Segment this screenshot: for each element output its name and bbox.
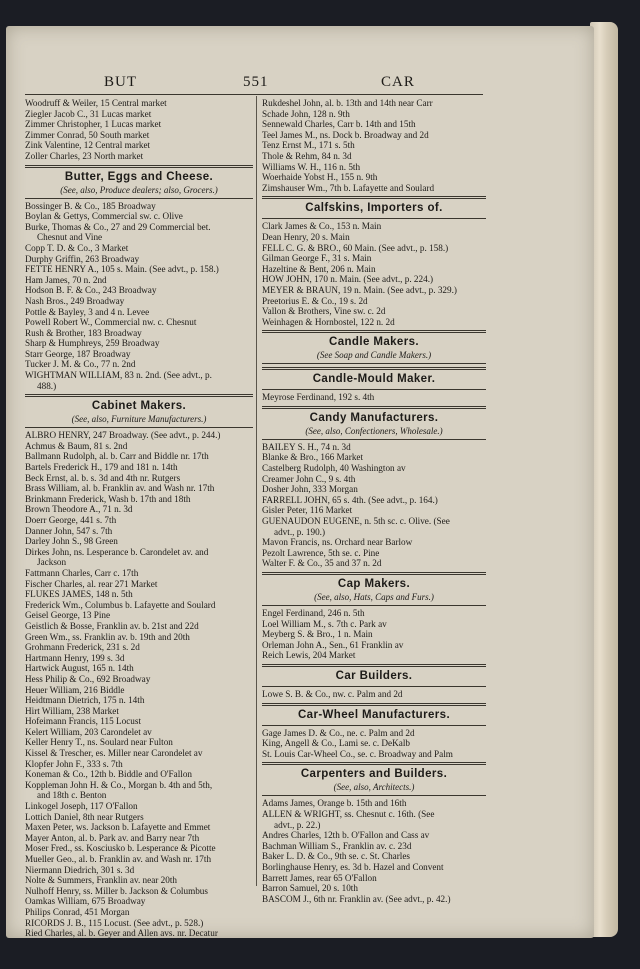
listing-entry: Zink Valentine, 12 Central market xyxy=(25,140,151,151)
header-right-guide-word: CAR xyxy=(381,74,415,90)
left-column xyxy=(25,98,253,938)
section-rule xyxy=(262,406,486,409)
listing-entry: Niermann Diedrich, 301 s. 3d xyxy=(25,864,135,875)
listing-entry: Tucker J. M. & Co., 77 n. 2nd xyxy=(25,359,136,370)
page-number: 551 xyxy=(243,74,269,90)
section-rule xyxy=(262,330,486,333)
section-heading: Car Builders. xyxy=(335,669,413,682)
listing-entry: advt., p. 22.) xyxy=(274,819,321,830)
column-divider xyxy=(256,96,257,886)
section-underline xyxy=(25,427,253,428)
listing-entry: advt., p. 190.) xyxy=(274,526,326,537)
listing-entry: Kissel & Trescher, es. Miller near Carondelet av xyxy=(25,748,203,759)
listing-entry: Ham James, 70 n. 2nd xyxy=(25,274,107,285)
listing-entry: Meyrose Ferdinand, 192 s. 4th xyxy=(262,392,375,403)
listing-entry: Bartels Frederick H., 179 and 181 n. 14th xyxy=(25,462,178,473)
listing-entry: Starr George, 187 Broadway xyxy=(25,348,131,359)
listing-entry: Darley John S., 98 Green xyxy=(25,536,118,547)
section-underline xyxy=(262,218,486,219)
listing-entry: Creamer John C., 9 s. 4th xyxy=(262,473,356,484)
listing-entry: Frederick Wm., Columbus b. Lafayette and Soulard xyxy=(25,599,216,610)
listing-entry: Heidtmann Dietrich, 175 n. 14th xyxy=(25,695,145,706)
listing-entry: Ziegler Jacob C., 31 Lucas market xyxy=(25,108,152,119)
listing-entry: FLUKES JAMES, 148 n. 5th xyxy=(25,589,133,600)
section-rule xyxy=(25,165,253,168)
listing-entry: Sharp & Humphreys, 259 Broadway xyxy=(25,338,160,349)
listing-entry: and 18th c. Benton xyxy=(37,790,107,801)
listing-entry: Preetorius E. & Co., 19 s. 2d xyxy=(262,295,368,306)
listing-entry: FELL C. G. & BRO., 60 Main. (See advt., p. 158.) xyxy=(262,242,449,253)
listing-entry: Boylan & Gettys, Commercial sw. c. Olive xyxy=(25,211,183,222)
listing-entry: Tenz Ernst M., 171 s. 5th xyxy=(262,140,355,151)
listing-entry: Orleman John A., Sen., 61 Franklin av xyxy=(262,639,404,650)
listing-entry: Vallon & Brothers, Vine sw. c. 2d xyxy=(262,306,386,317)
listing-entry: Zimmer Christopher, 1 Lucas market xyxy=(25,119,162,130)
listing-entry: Doerr George, 441 s. 7th xyxy=(25,515,117,525)
listing-entry: Barron Samuel, 20 s. 10th xyxy=(262,883,358,894)
listing-entry: Reich Lewis, 204 Market xyxy=(262,650,356,661)
section-heading: Butter, Eggs and Cheese. xyxy=(64,170,214,183)
listing-entry: Oamkas William, 675 Broadway xyxy=(25,896,146,907)
header-rule xyxy=(25,94,483,95)
listing-entry: BAILEY S. H., 74 n. 3d xyxy=(262,441,351,452)
listing-entry: BASCOM J., 6th nr. Franklin av. (See advt., p. 42.) xyxy=(262,893,451,904)
listing-entry: Clark James & Co., 153 n. Main xyxy=(262,221,382,232)
section-cross-reference: (See, also, Furniture Manufacturers.) xyxy=(71,414,207,425)
listing-entry: Zimshauser Wm., 7th b. Lafayette and Soulard xyxy=(262,182,435,193)
listing-entry: Weinhagen & Hornbostel, 122 n. 2d xyxy=(262,316,395,327)
listing-entry: Koneman & Co., 12th b. Biddle and O'Fallon xyxy=(25,769,193,780)
listing-entry: Engel Ferdinand, 246 n. 5th xyxy=(262,608,365,618)
directory-page xyxy=(6,26,594,938)
listing-entry: FETTE HENRY A., 105 s. Main. (See advt., p. 158.) xyxy=(25,264,219,275)
listing-entry: Ballmann Rudolph, al. b. Carr and Biddle nr. 17th xyxy=(25,451,209,462)
listing-entry: Burke, Thomas & Co., 27 and 29 Commercial bet. xyxy=(25,221,211,232)
section-rule xyxy=(25,394,253,397)
listing-entry: Bachman William S., Franklin av. c. 23d xyxy=(262,840,412,851)
section-cross-reference: (See Soap and Candle Makers.) xyxy=(316,350,432,361)
listing-entry: Woerhaide Yobst H., 155 n. 9th xyxy=(262,172,378,183)
listing-entry: Keller Henry T., ns. Soulard near Fulton xyxy=(25,737,173,748)
listing-entry: Danner John, 547 s. 7th xyxy=(25,525,113,536)
listing-entry: Gilman George F., 31 s. Main xyxy=(262,253,372,264)
listing-entry: Moser Fred., ss. Kosciusko b. Lesperance & Picotte xyxy=(25,843,216,854)
listing-entry: King, Angell & Co., Lami se. c. DeKalb xyxy=(262,738,410,749)
listing-entry: Kelert William, 203 Carondelet av xyxy=(25,726,152,737)
listing-entry: Teel James M., ns. Dock b. Broadway and 2d xyxy=(262,129,429,140)
listing-entry: Castelberg Rudolph, 40 Washington av xyxy=(262,463,406,474)
section-underline xyxy=(262,363,486,364)
listing-entry: Hirt William, 238 Market xyxy=(25,705,119,716)
listing-entry: Barrett James, rear 65 O'Fallon xyxy=(262,872,377,883)
listing-entry: Woodruff & Weiler, 15 Central market xyxy=(25,98,167,108)
section-heading: Candle Makers. xyxy=(329,336,419,349)
listing-entry: St. Louis Car-Wheel Co., se. c. Broadway and Palm xyxy=(262,748,453,759)
listing-entry: Lottich Daniel, 8th near Rutgers xyxy=(25,811,144,822)
section-rule xyxy=(262,572,486,575)
listing-entry: MEYER & BRAUN, 19 n. Main. (See advt., p. 329.) xyxy=(262,284,457,295)
listing-entry: Mueller Geo., al. b. Franklin av. and Wash nr. 17th xyxy=(25,854,212,864)
listing-entry: Klopfer John F., 333 s. 7th xyxy=(25,758,123,769)
listing-entry: ALLEN & WRIGHT, ss. Chesnut c. 16th. (See xyxy=(262,808,435,819)
listing-entry: Maxen Peter, ws. Jackson b. Lafayette and Emmet xyxy=(25,822,211,833)
listing-entry: Brinkmann Frederick, Wash b. 17th and 18th xyxy=(25,493,191,504)
listing-entry: Fischer Charles, al. rear 271 Market xyxy=(25,578,158,589)
listing-entry: Rukdeshel John, al. b. 13th and 14th near Carr xyxy=(262,98,433,108)
listing-entry: Dirkes John, ns. Lesperance b. Carondelet av. and xyxy=(25,546,209,557)
listing-entry: Sennewald Charles, Carr b. 14th and 15th xyxy=(262,119,416,130)
listing-entry: Pezolt Lawrence, 5th se. c. Pine xyxy=(262,547,380,558)
listing-entry: Heuer William, 216 Biddle xyxy=(25,684,125,695)
listing-entry: Andres Charles, 12th b. O'Fallon and Cass av xyxy=(262,830,430,841)
section-heading: Carpenters and Builders. xyxy=(300,768,448,781)
section-heading: Cap Makers. xyxy=(337,578,411,590)
listing-entry: Geisel George, 13 Pine xyxy=(25,610,111,621)
listing-entry: Baker L. D. & Co., 9th se. c. St. Charles xyxy=(262,851,411,862)
header-left-guide-word: BUT xyxy=(104,74,137,90)
listing-entry: Grohmann Frederick, 231 s. 2d xyxy=(25,642,140,653)
section-cross-reference: (See, also, Produce dealers; also, Grocers.) xyxy=(60,184,218,195)
listing-entry: Beck Ernst, al. b. s. 3d and 4th nr. Rutgers xyxy=(25,472,181,483)
listing-entry: ALBRO HENRY, 247 Broadway. (See advt., p. 244.) xyxy=(25,430,221,441)
section-rule xyxy=(262,196,486,199)
section-cross-reference: (See, also, Architects.) xyxy=(333,782,415,793)
listing-entry: Green Wm., ss. Franklin av. b. 19th and 20th xyxy=(25,631,190,642)
listing-entry: Dean Henry, 20 s. Main xyxy=(262,231,350,242)
listing-entry: Hartmann Henry, 199 s. 3d xyxy=(25,652,125,663)
section-rule xyxy=(262,367,486,370)
section-rule xyxy=(262,664,486,667)
listing-entry: Rush & Brother, 183 Broadway xyxy=(25,327,142,338)
listing-entry: Dosher John, 333 Morgan xyxy=(262,484,358,495)
listing-entry: Lowe S. B. & Co., nw. c. Palm and 2d xyxy=(262,688,403,699)
section-underline xyxy=(262,795,486,796)
listing-entry: Nolte & Summers, Franklin av. near 20th xyxy=(25,875,177,886)
listing-entry: Mayer Anton, al. b. Park av. and Barry near 7th xyxy=(25,832,200,843)
listing-entry: Philips Conrad, 451 Morgan xyxy=(25,906,130,917)
listing-entry: Fattmann Charles, Carr c. 17th xyxy=(25,567,139,578)
listing-entry: Nash Bros., 249 Broadway xyxy=(25,295,125,306)
section-rule xyxy=(262,762,486,765)
listing-entry: Hazeltine & Bent, 206 n. Main xyxy=(262,263,376,274)
listing-entry: Ried Charles, al. b. Geyer and Allen avs. nr. Decatur xyxy=(25,928,218,938)
listing-entry: Geistlich & Bosse, Franklin av. b. 21st and 22d xyxy=(25,620,199,631)
listing-entry: FARRELL JOHN, 65 s. 4th. (See advt., p. 164.) xyxy=(262,494,438,505)
right-column xyxy=(262,98,486,904)
listing-entry: WIGHTMAN WILLIAM, 83 n. 2nd. (See advt., p. xyxy=(25,370,212,381)
listing-entry: Hofeimann Francis, 115 Locust xyxy=(25,716,142,727)
listing-entry: Gisler Peter, 116 Market xyxy=(262,505,353,516)
listing-entry: Zimmer Conrad, 50 South market xyxy=(25,129,150,140)
listing-entry: Chesnut and Vine xyxy=(37,232,103,243)
listing-entry: 488.) xyxy=(37,380,57,391)
listing-entry: Durphy Griffin, 263 Broadway xyxy=(25,253,140,264)
section-underline xyxy=(262,725,486,726)
section-underline xyxy=(262,439,486,440)
section-underline xyxy=(262,389,486,390)
listing-entry: Hartwick August, 165 n. 14th xyxy=(25,663,134,674)
listing-entry: HOW JOHN, 170 n. Main. (See advt., p. 224.) xyxy=(262,274,434,285)
listing-entry: Blanke & Bro., 166 Market xyxy=(262,452,364,463)
section-underline xyxy=(262,605,486,606)
section-heading: Cabinet Makers. xyxy=(91,400,187,413)
listing-entry: Hodson B. F. & Co., 243 Broadway xyxy=(25,285,157,296)
listing-entry: Brass William, al. b. Franklin av. and Wash nr. 17th xyxy=(25,483,215,494)
listing-entry: Williams W. H., 116 n. 5th xyxy=(262,161,361,172)
section-cross-reference: (See, also, Hats, Caps and Furs.) xyxy=(314,592,434,602)
section-underline xyxy=(25,198,253,199)
section-heading: Candle-Mould Maker. xyxy=(312,373,436,386)
listing-entry: Mavon Francis, ns. Orchard near Barlow xyxy=(262,537,413,548)
section-heading: Car-Wheel Manufacturers. xyxy=(297,708,451,721)
listing-entry: Borlinghause Henry, es. 3d b. Hazel and Convent xyxy=(262,861,444,872)
listing-entry: Loel William M., s. 7th c. Park av xyxy=(262,618,387,629)
listing-entry: Bossinger B. & Co., 185 Broadway xyxy=(25,200,156,211)
listing-entry: Adams James, Orange b. 15th and 16th xyxy=(262,798,407,809)
listing-entry: RICORDS J. B., 115 Locust. (See advt., p. 528.) xyxy=(25,917,204,928)
listing-entry: Brown Theodore A., 71 n. 3d xyxy=(25,504,133,515)
listing-entry: Powell Robert W., Commercial nw. c. Chesnut xyxy=(25,317,197,328)
listing-entry: Achmus & Baum, 81 s. 2nd xyxy=(25,440,128,451)
listing-entry: Pottle & Bayley, 3 and 4 n. Levee xyxy=(25,306,150,317)
listing-entry: Nulhoff Henry, ss. Miller b. Jackson & Columbus xyxy=(25,885,208,896)
listing-entry: Gage James D. & Co., ne. c. Palm and 2d xyxy=(262,727,415,738)
listing-entry: Koppleman John H. & Co., Morgan b. 4th and 5th, xyxy=(25,779,213,790)
section-rule xyxy=(262,703,486,706)
listing-entry: Schade John, 128 n. 9th xyxy=(262,108,350,119)
listing-entry: Walter F. & Co., 35 and 37 n. 2d xyxy=(262,558,382,569)
page-edges xyxy=(590,22,618,937)
listing-entry: Meyberg S. & Bro., 1 n. Main xyxy=(262,629,373,640)
section-heading: Calfskins, Importers of. xyxy=(305,202,443,215)
section-heading: Candy Manufacturers. xyxy=(309,411,439,424)
section-cross-reference: (See, also, Confectioners, Wholesale.) xyxy=(305,425,443,436)
listing-entry: Jackson xyxy=(37,557,67,568)
running-header xyxy=(6,74,594,94)
listing-entry: Hess Philip & Co., 692 Broadway xyxy=(25,673,151,684)
listing-entry: GUENAUDON EUGENE, n. 5th sc. c. Olive. (See xyxy=(262,516,450,527)
listing-entry: Zoller Charles, 23 North market xyxy=(25,150,144,161)
listing-entry: Copp T. D. & Co., 3 Market xyxy=(25,242,129,253)
section-underline xyxy=(262,686,486,687)
listing-entry: Thole & Rehm, 84 n. 3d xyxy=(262,150,352,161)
listing-entry: Linkogel Joseph, 117 O'Fallon xyxy=(25,801,138,812)
